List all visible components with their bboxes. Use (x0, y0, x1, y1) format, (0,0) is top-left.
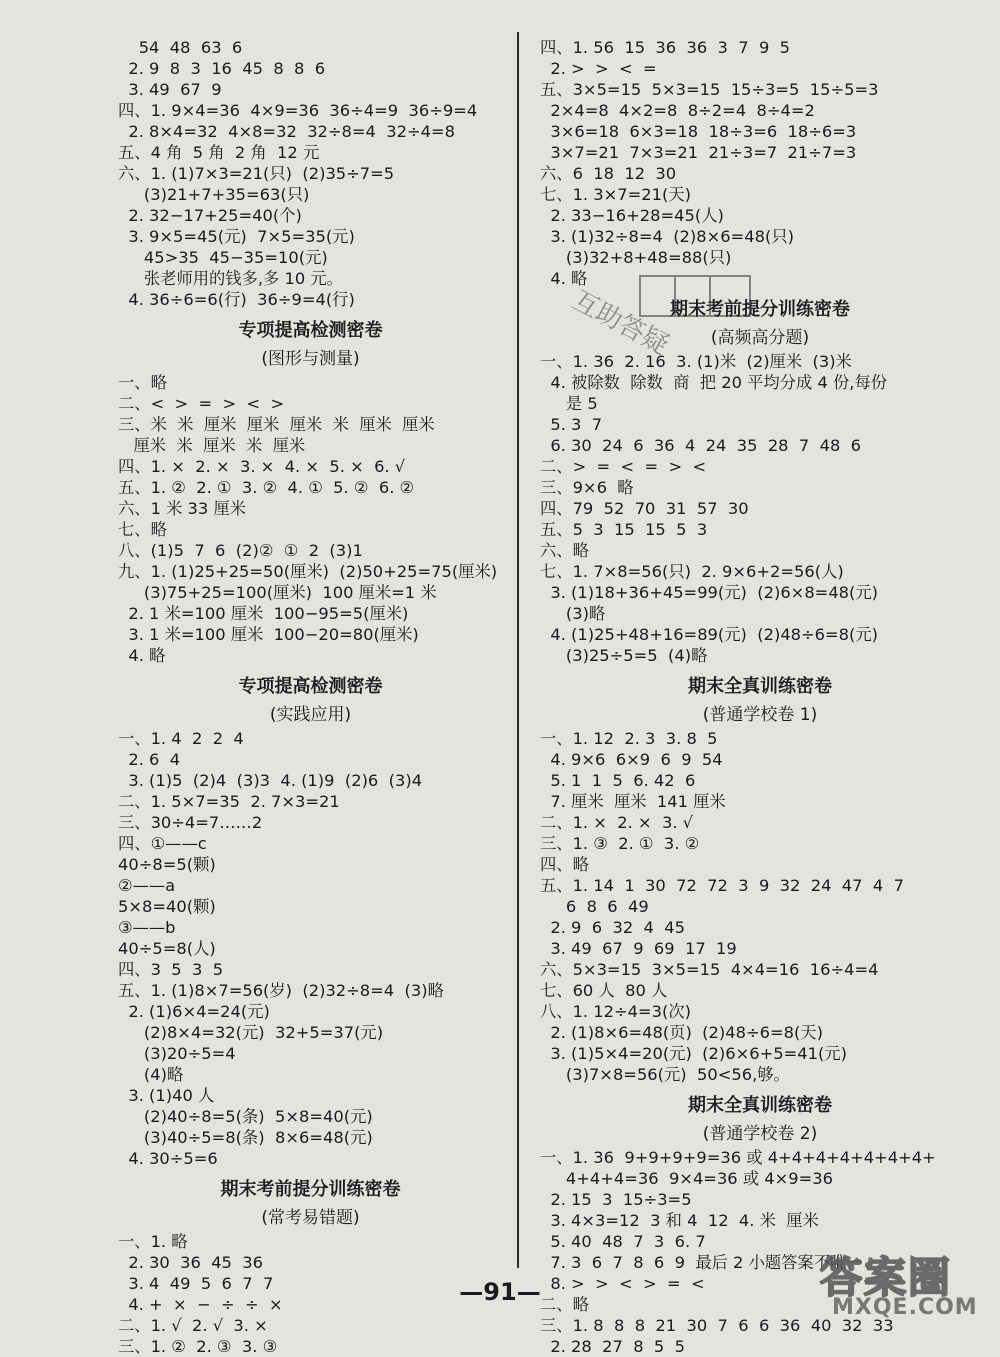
answer-line: 一、1. 36 2. 16 3. (1)米 (2)厘米 (3)米 (540, 352, 852, 371)
answer-line: 6. 30 24 6 36 4 24 35 28 7 48 6 (540, 436, 862, 455)
answer-line: 40÷8=5(颗) (118, 855, 216, 874)
answer-line: 是 5 (540, 394, 598, 413)
answer-line: 四、略 (540, 855, 589, 874)
answer-line: 二、1. 5×7=35 2. 7×3=21 (118, 792, 340, 811)
answer-line: 4. (1)25+48+16=89(元) (2)48÷6=8(元) (540, 625, 879, 644)
answer-line: 九、1. (1)25+25=50(厘米) (2)50+25=75(厘米) (118, 562, 498, 581)
answer-line: 4. 9×6 6×9 6 9 54 (540, 750, 723, 769)
section-heading: 专项提高检测密卷 (238, 676, 383, 697)
answer-line: 五、1. (1)8×7=56(岁) (2)32÷8=4 (3)略 (118, 981, 444, 1000)
answer-line: 八、(1)5 7 6 (2)② ① 2 (3)1 (118, 541, 363, 560)
answer-line: 4. 30÷5=6 (118, 1149, 218, 1168)
answer-line: ②——a (118, 876, 176, 895)
answer-line: 2. 28 27 8 5 5 (540, 1337, 685, 1356)
answer-line: 3. 9×5=45(元) 7×5=35(元) (118, 227, 355, 246)
answer-line: (2)8×4=32(元) 32+5=37(元) (118, 1023, 384, 1042)
answer-line: 4. 36÷6=6(行) 36÷9=4(行) (118, 290, 355, 309)
answer-line: 五、1. 14 1 30 72 72 3 9 32 24 47 4 7 (540, 876, 904, 895)
answer-line: 二、> = < = > < (540, 457, 707, 476)
answer-line: (3)25÷5=5 (4)略 (540, 646, 708, 665)
section-subtitle: (常考易错题) (261, 1208, 360, 1228)
answer-line: (3)20÷5=4 (118, 1044, 236, 1063)
answer-line: 厘米 米 厘米 米 厘米 (118, 436, 306, 455)
answer-line: 三、米 米 厘米 厘米 厘米 米 厘米 厘米 (118, 415, 435, 434)
section-subtitle: (高频高分题) (710, 328, 810, 348)
answer-line: 4. 略 (540, 269, 588, 288)
answer-line: (3)7×8=56(元) 50<56,够。 (540, 1065, 790, 1084)
page-number: —91— (459, 1278, 541, 1306)
answer-line: 4. + × − ÷ ÷ × (118, 1295, 283, 1314)
section-subtitle: (实践应用) (269, 705, 352, 725)
answer-line: 四、1. 56 15 36 36 3 7 9 5 (540, 38, 791, 57)
column-divider (517, 32, 519, 1268)
answer-line: 一、1. 12 2. 3 3. 8 5 (540, 729, 718, 748)
answer-line: 张老师用的钱多,多 10 元。 (118, 269, 343, 288)
answer-line: 四、79 52 70 31 57 30 (540, 499, 749, 518)
answer-line: 54 48 63 6 (118, 38, 243, 57)
answer-line: (4)略 (118, 1065, 184, 1084)
answer-line: 3. (1)5 (2)4 (3)3 4. (1)9 (2)6 (3)4 (118, 771, 423, 790)
answer-line: 三、1. ② 2. ③ 3. ③ (118, 1337, 278, 1356)
answer-line: 2. 1 米=100 厘米 100−95=5(厘米) (118, 604, 409, 623)
answer-line: 2. 15 3 15÷3=5 (540, 1190, 692, 1209)
answer-line: 六、略 (540, 541, 589, 560)
section-heading: 期末考前提分训练密卷 (220, 1179, 401, 1200)
answer-line: 七、1. 3×7=21(天) (540, 185, 691, 204)
answer-line: 三、1. ③ 2. ① 3. ② (540, 834, 700, 853)
answer-line: 5. 40 48 7 3 6. 7 (540, 1232, 706, 1251)
answer-line: 2. 9 8 3 16 45 8 8 6 (118, 59, 326, 78)
section-heading: 期末考前提分训练密卷 (670, 299, 850, 320)
answer-line: 2. 32−17+25=40(个) (118, 206, 302, 225)
answer-line: (3)略 (540, 604, 606, 623)
stamp-text: 互助答疑 (567, 285, 674, 361)
section-subtitle: (普通学校卷 1) (702, 705, 818, 725)
answer-line: 四、1. 9×4=36 4×9=36 36÷4=9 36÷9=4 (118, 101, 478, 120)
answer-line: 二、1. √ 2. √ 3. × (118, 1316, 268, 1335)
answer-line: ③——b (118, 918, 176, 937)
left-column (118, 37, 503, 1357)
answer-line: 四、3 5 3 5 (118, 960, 224, 979)
answer-line: 5×8=40(颗) (118, 897, 216, 916)
answer-line: 三、1. 8 8 8 21 30 7 6 6 36 40 32 33 (540, 1316, 894, 1335)
answer-line: 一、1. 4 2 2 4 (118, 729, 244, 748)
answer-line: 2×4=8 4×2=8 8÷2=4 8÷4=2 (540, 101, 815, 120)
section-heading: 期末全真训练密卷 (688, 676, 832, 697)
answer-line: 一、1. 略 (118, 1232, 188, 1251)
answer-line: 六、1. (1)7×3=21(只) (2)35÷7=5 (118, 164, 395, 183)
answer-line: (3)21+7+35=63(只) (118, 185, 310, 204)
answer-line: 2. 8×4=32 4×8=32 32÷8=4 32÷4=8 (118, 122, 455, 141)
watermark-title: 答案圈 (820, 1253, 953, 1302)
answer-line: (2)40÷8=5(条) 5×8=40(元) (118, 1107, 373, 1126)
answer-line: (3)32+8+48=88(只) (540, 248, 732, 267)
answer-line: 2. (1)6×4=24(元) (118, 1002, 270, 1021)
answer-line: (3)75+25=100(厘米) 100 厘米=1 米 (118, 583, 437, 602)
answer-line: 二、1. × 2. × 3. √ (540, 813, 694, 832)
answer-line: 3. 49 67 9 69 17 19 (540, 939, 737, 958)
answer-line: 4. 被除数 除数 商 把 20 平均分成 4 份,每份 (540, 373, 888, 392)
answer-line: 3. (1)18+36+45=99(元) (2)6×8=48(元) (540, 583, 879, 602)
answer-line: 2. 6 4 (118, 750, 181, 769)
answer-line: 二、< > = > < > (118, 394, 285, 413)
answer-line: 八、1. 12÷4=3(次) (540, 1002, 691, 1021)
answer-line: 5. 1 1 5 6. 42 6 (540, 771, 696, 790)
answer-line: 一、略 (118, 373, 167, 392)
answer-line: 2. 33−16+28=45(人) (540, 206, 724, 225)
answer-line: 3. 49 67 9 (118, 80, 222, 99)
answer-line: 五、3×5=15 5×3=15 15÷3=5 15÷5=3 (540, 80, 879, 99)
watermark-url: MXQE.COM (832, 1295, 978, 1320)
answer-line: 2. 9 6 32 4 45 (540, 918, 685, 937)
answer-line: 4+4+4=36 9×4=36 或 4×9=36 (540, 1169, 834, 1188)
answer-line: 2. 30 36 45 36 (118, 1253, 263, 1272)
answer-line: 8. > > < > = < (540, 1274, 705, 1293)
answer-line: 一、1. 36 9+9+9+9=36 或 4+4+4+4+4+4+4+ (540, 1148, 936, 1167)
answer-line: 3. 4 49 5 6 7 7 (118, 1274, 274, 1293)
answer-line: 7. 厘米 厘米 141 厘米 (540, 792, 726, 811)
answer-line: 六、5×3=15 3×5=15 4×4=16 16÷4=4 (540, 960, 879, 979)
answer-line: 二、略 (540, 1295, 589, 1314)
answer-line: 三、9×6 略 (540, 478, 634, 497)
answer-line: 3. (1)32÷8=4 (2)8×6=48(只) (540, 227, 794, 246)
answer-line: 5. 3 7 (540, 415, 603, 434)
answer-line: 4. 略 (118, 646, 166, 665)
answer-line: 五、1. ② 2. ① 3. ② 4. ① 5. ② 6. ② (118, 478, 415, 497)
section-heading: 专项提高检测密卷 (238, 320, 383, 341)
answer-line: 七、60 人 80 人 (540, 981, 668, 1000)
answer-line: 7. 3 6 7 8 6 9 最后 2 小题答案不唯一 (540, 1253, 863, 1272)
answer-line: 2. (1)8×6=48(页) (2)48÷6=8(天) (540, 1023, 823, 1042)
answer-line: 3×7=21 7×3=21 21÷3=7 21÷7=3 (540, 143, 857, 162)
answer-line: 四、1. × 2. × 3. × 4. × 5. × 6. √ (118, 457, 406, 476)
answer-line: 三、30÷4=7……2 (118, 813, 263, 832)
answer-line: 3. (1)40 人 (118, 1086, 215, 1105)
answer-line: 6 8 6 49 (540, 897, 649, 916)
answer-line: 六、1 米 33 厘米 (118, 499, 247, 518)
answer-line: (3)40÷5=8(条) 8×6=48(元) (118, 1128, 373, 1147)
stamp-logo (560, 272, 760, 382)
answer-line: 七、1. 7×8=56(只) 2. 9×6+2=56(人) (540, 562, 844, 581)
answer-line: 七、略 (118, 520, 167, 539)
answer-line: 五、4 角 5 角 2 角 12 元 (118, 143, 320, 162)
answer-line: 2. > > < = (540, 59, 657, 78)
answer-line: 3. (1)5×4=20(元) (2)6×6+5=41(元) (540, 1044, 847, 1063)
answer-line: 3×6=18 6×3=18 18÷3=6 18÷6=3 (540, 122, 857, 141)
answer-line: 45>35 45−35=10(元) (118, 248, 328, 267)
section-subtitle: (普通学校卷 2) (702, 1124, 818, 1144)
right-column (540, 37, 980, 1357)
section-heading: 期末全真训练密卷 (688, 1095, 832, 1116)
answer-line: 六、6 18 12 30 (540, 164, 677, 183)
answer-line: 3. 1 米=100 厘米 100−20=80(厘米) (118, 625, 419, 644)
answer-line: 五、5 3 15 15 5 3 (540, 520, 708, 539)
section-subtitle: (图形与测量) (261, 349, 360, 369)
answer-line: 40÷5=8(人) (118, 939, 216, 958)
answer-line: 四、①——c (118, 834, 207, 853)
answer-line: 3. 4×3=12 3 和 4 12 4. 米 厘米 (540, 1211, 819, 1230)
